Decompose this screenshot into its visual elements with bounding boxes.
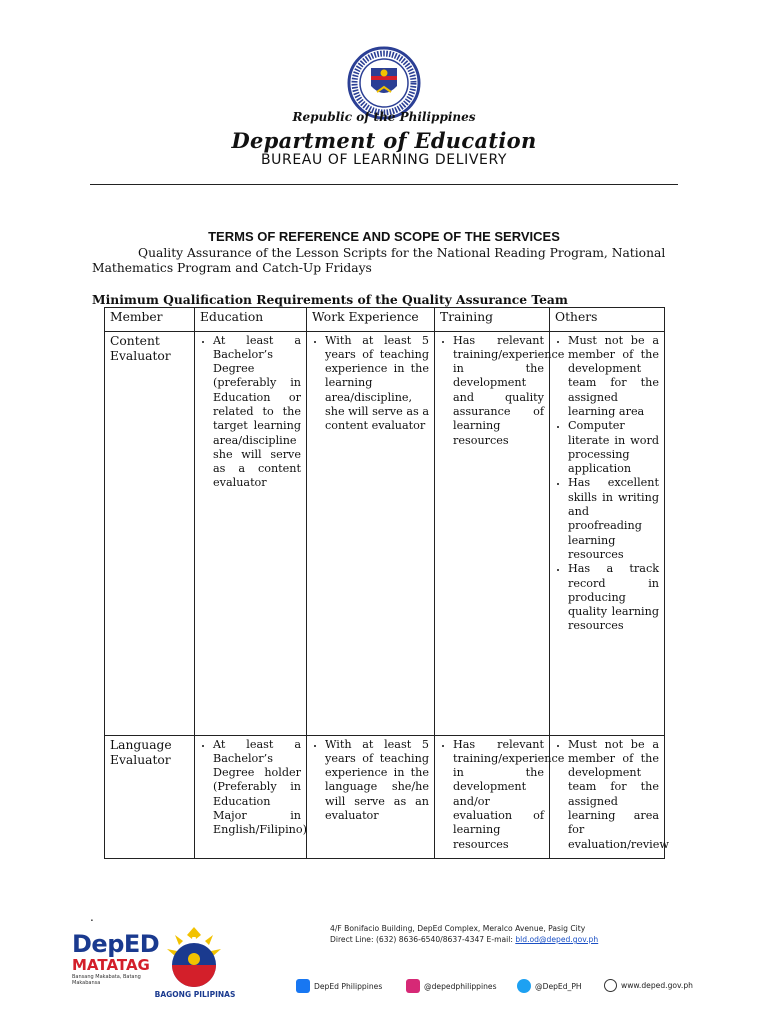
globe-icon: [604, 979, 617, 992]
footer-address: [330, 923, 598, 945]
list-item: • At least a Bachelor’s Degree (preferably in Education or related to the target learning area/discipline she will serve as a content evaluator: [213, 334, 301, 491]
header-training: Training: [435, 308, 550, 332]
deped-seal-logo: [347, 46, 421, 120]
twitter-icon: [517, 979, 531, 993]
list-item: • With at least 5 years of teaching experience in the language she/he will serve as an evaluator: [325, 738, 429, 824]
deped-logo-text: DepED: [72, 930, 160, 958]
matatag-tagline: Bansang Makabata, Batang Makabansa: [72, 974, 141, 986]
instagram-handle: @depedphilippines: [424, 981, 497, 991]
list-item: • At least a Bachelor’s Degree holder (Preferably in Education Major in English/Filipino): [213, 738, 301, 838]
education-cell: [195, 331, 307, 735]
list-item: • Has relevant training/experience in the development and/or evaluation of learning resources: [453, 738, 544, 852]
list-item: • Has a track record in producing quality learning resources: [568, 562, 659, 633]
education-cell: [195, 735, 307, 858]
list-item: • Must not be a member of the development team for the assigned learning area: [568, 334, 659, 420]
list-item: • Has relevant training/experience in the development and quality assurance of learning resources: [453, 334, 544, 448]
direct-line: Direct Line: (632) 8636-6540/8637-4347 E-mail:: [330, 935, 513, 944]
others-cell: [550, 331, 665, 735]
republic-text: Republic of the Philippines: [292, 110, 476, 124]
qualification-table: [104, 307, 669, 859]
list-item: • Must not be a member of the development team for the assigned learning area for evaluation/review: [568, 738, 659, 852]
twitter-link[interactable]: [517, 979, 582, 993]
stray-period: .: [90, 910, 94, 924]
work-cell: [307, 331, 435, 735]
header-divider: [90, 184, 678, 185]
header-member: Member: [105, 308, 195, 332]
header-education: Education: [195, 308, 307, 332]
facebook-icon: [296, 979, 310, 993]
header-others: Others: [550, 308, 665, 332]
training-cell: [435, 331, 565, 735]
bagong-pilipinas-text: BAGONG PILIPINAS: [154, 990, 236, 999]
training-cell: [435, 735, 565, 858]
facebook-link[interactable]: [296, 979, 382, 993]
facebook-handle: DepEd Philippines: [314, 981, 383, 991]
bureau-name: BUREAU OF LEARNING DELIVERY: [260, 152, 508, 168]
email-link[interactable]: bld.od@deped.gov.ph: [515, 935, 599, 944]
member-cell: Content Evaluator: [105, 331, 195, 735]
matatag-text: MATATAG: [72, 956, 150, 974]
document-subtitle: [92, 246, 682, 276]
list-item: • Has excellent skills in writing and proofreading learning resources: [568, 476, 659, 562]
twitter-handle: @DepEd_PH: [535, 981, 582, 991]
list-item: • Computer literate in word processing application: [568, 419, 659, 476]
list-item: • With at least 5 years of teaching experience in the learning area/discipline, she will serve as a content evaluator: [325, 334, 429, 434]
table-row: [105, 735, 665, 858]
website-link[interactable]: [604, 979, 693, 992]
contact-line: [330, 934, 598, 945]
subtitle-text: Quality Assurance of the Lesson Scripts for the National Reading Program, National Mathematics Program and Catch-Up Fridays: [92, 246, 666, 275]
website-url: www.deped.gov.ph: [621, 981, 693, 990]
bagong-pilipinas-logo: [155, 925, 233, 997]
table-header-row: [105, 308, 665, 332]
department-name: Department of Education: [231, 128, 537, 153]
instagram-icon: [406, 979, 420, 993]
document-title: TERMS OF REFERENCE AND SCOPE OF THE SERVICES: [208, 229, 560, 244]
work-cell: [307, 735, 435, 858]
others-cell: [550, 735, 669, 858]
instagram-link[interactable]: [406, 979, 497, 993]
member-cell: Language Evaluator: [105, 735, 195, 858]
address-line: 4/F Bonifacio Building, DepEd Complex, Meralco Avenue, Pasig City: [330, 924, 586, 933]
header-work-experience: Work Experience: [307, 308, 435, 332]
table-caption: Minimum Qualification Requirements of the Quality Assurance Team: [92, 292, 568, 307]
table-row: [105, 331, 665, 735]
deped-matatag-logo: [72, 930, 160, 986]
